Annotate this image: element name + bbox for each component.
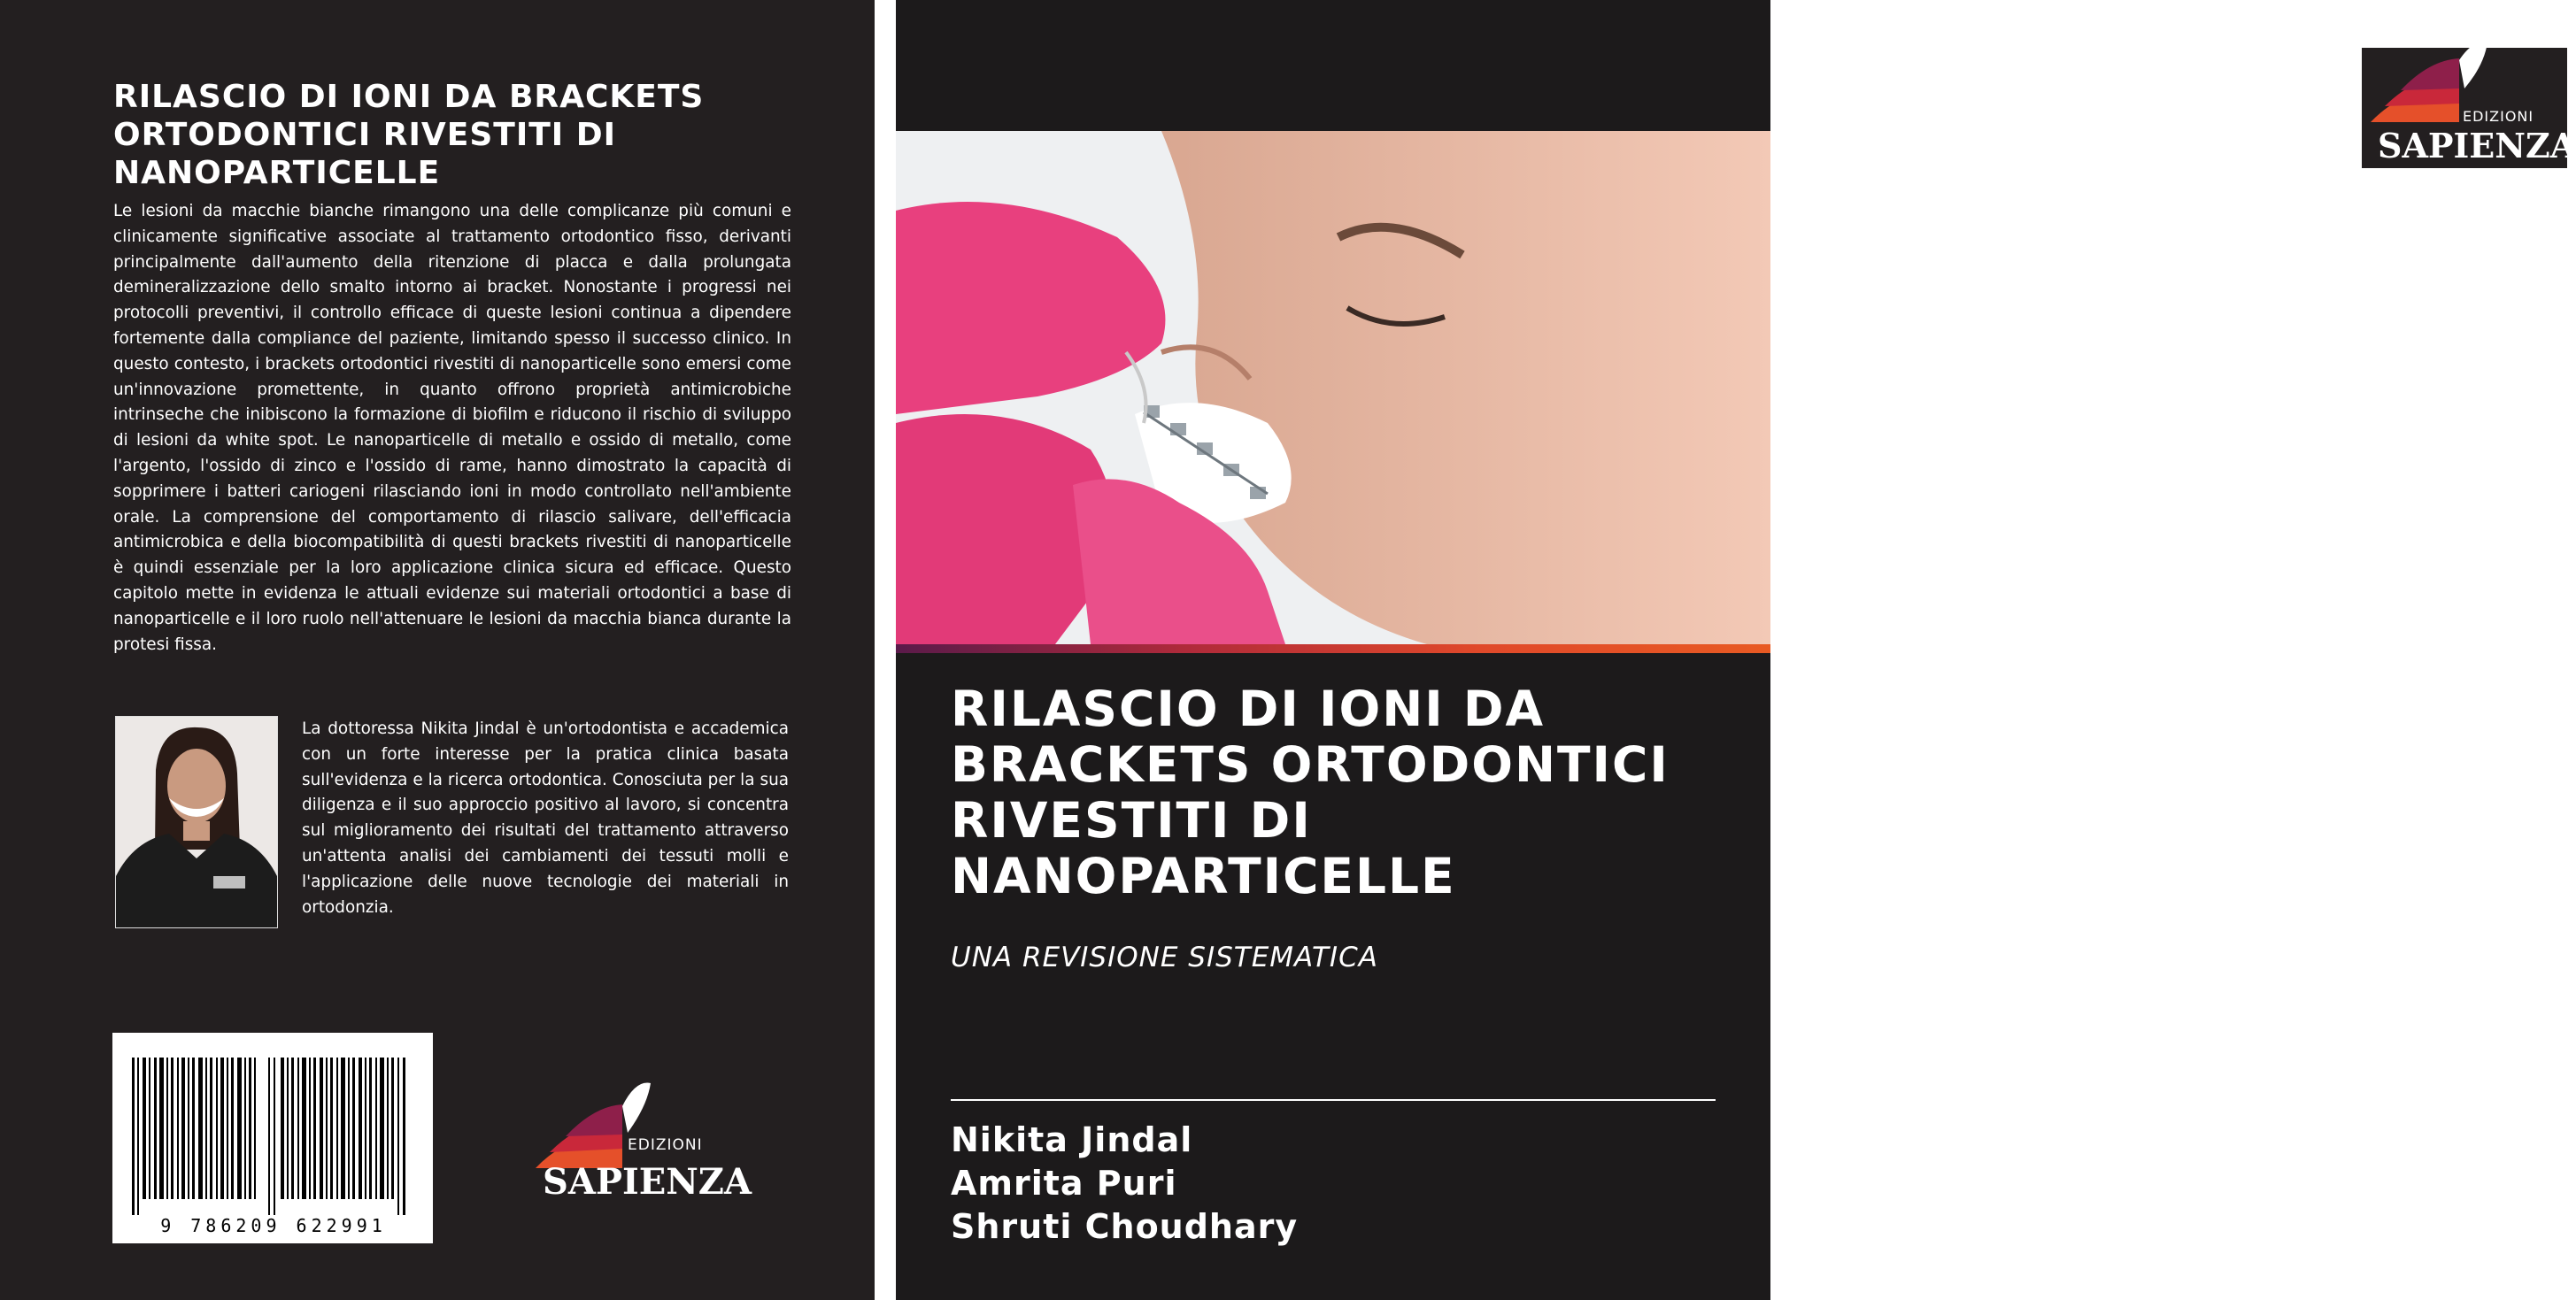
- back-cover-title: RILASCIO DI IONI DA BRACKETS ORTODONTICI RIVESTITI DI NANOPARTICELLE: [113, 79, 705, 191]
- back-cover-blurb: Le lesioni da macchie bianche rimangono una delle complicanze più comuni e clinicamente significative associate al trattamento ortodontico fisso, derivanti principalmente dall'aumento della ritenzione di placca e dalla prolungata demineralizzazione dello smalto intorno ai bracket. Nonostante i progressi nei protocolli preventivi, il controllo efficace di queste lesioni continua a dipendere fortemente dalla compliance del paziente, limitando spesso il successo clinico. In questo contesto, i brackets ortodontici rivestiti di nanoparticelle sono emersi come un'innovazione promettente, in quanto offrono proprietà antimicrobiche intrinseche che inibiscono la formazione di biofilm e riducono il rischio di sviluppo di lesioni da white spot. Le nanoparticelle di metallo e ossido di metallo, come l'argento, l'ossido di zinco e l'ossido di rame, hanno dimostrato la capacità di sopprimere i batteri cariogeni rilasciando ioni in modo controllato nell'ambiente orale. La comprensione del comportamento di rilascio salivare, dell'efficacia antimicrobica e della biocompatibilità di questi brackets rivestiti di nanoparticelle è quindi essenziale per la loro applicazione clinica sicura ed efficace. Questo capitolo mette in evidenza le attuali evidenze sui materiali ortodontici a base di nanoparticelle e il loro ruolo nell'attenuare le lesioni da macchia bianca durante la protesi fissa.: [113, 202, 791, 654]
- author-name: Amrita Puri: [951, 1164, 1177, 1203]
- front-cover: [896, 0, 2576, 1300]
- publisher-logo: [534, 1080, 752, 1209]
- cover-photo: [896, 131, 1770, 644]
- logo-line1: EDIZIONI: [628, 1136, 703, 1154]
- barcode: [112, 1033, 433, 1243]
- accent-bar: [896, 644, 1770, 653]
- author-photo: [115, 716, 278, 928]
- publisher-logo-front: [2362, 48, 2576, 168]
- barcode-number: 9 786209 622991: [160, 1215, 387, 1236]
- front-cover-title: RILASCIO DI IONI DA BRACKETS ORTODONTICI RIVESTITI DI NANOPARTICELLE: [951, 681, 1670, 904]
- author-bio: La dottoressa Nikita Jindal è un'ortodontista e accademica con un forte interesse per la pratica clinica basata sull'evidenza e la ricerca ortodontica. Conosciuta per la sua diligenza e il suo approccio positivo al lavoro, si concentra sul miglioramento dei risultati del trattamento attraverso un'attenta analisi dei cambiamenti dei tessuti molli e l'applicazione delle nuove tecnologie dei materiali in ortodonzia.: [302, 719, 789, 917]
- front-cover-subtitle: UNA REVISIONE SISTEMATICA: [951, 942, 1378, 973]
- logo-line2: SAPIENZA: [2378, 126, 2576, 165]
- logo-line2: SAPIENZA: [543, 1161, 752, 1203]
- author-name: Nikita Jindal: [951, 1120, 1193, 1159]
- divider: [951, 1099, 1716, 1101]
- logo-line1: EDIZIONI: [2463, 108, 2534, 125]
- back-cover: [0, 0, 875, 1300]
- author-name: Shruti Choudhary: [951, 1207, 1299, 1246]
- author-list: [951, 1119, 1298, 1249]
